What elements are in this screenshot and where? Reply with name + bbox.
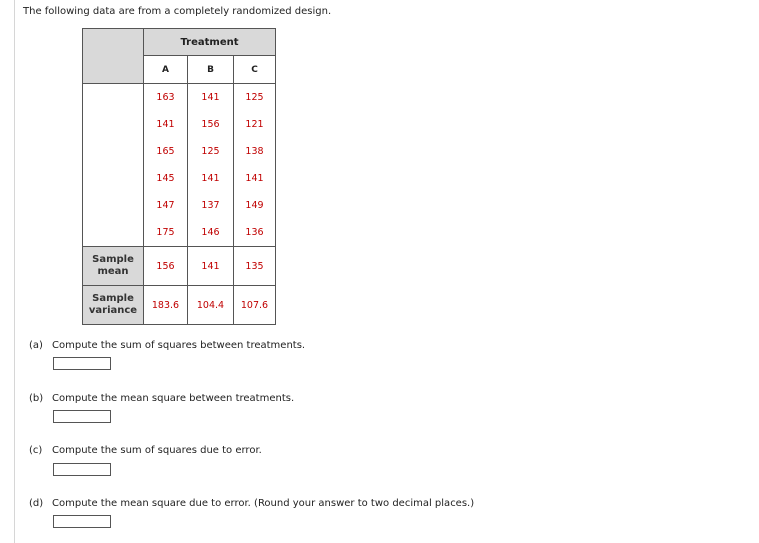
question-c-text: Compute the sum of squares due to error. — [52, 445, 262, 456]
question-a-text: Compute the sum of squares between treatments. — [52, 340, 306, 351]
cell-value: 136 — [234, 219, 276, 247]
column-header-c: C — [234, 56, 276, 84]
observations-label-cell — [83, 84, 144, 247]
sample-variance-label — [83, 286, 144, 325]
cell-value: 156 — [188, 111, 234, 138]
cell-value: 125 — [188, 138, 234, 165]
sample-mean-row — [83, 247, 276, 286]
sample-variance-row — [83, 286, 276, 325]
cell-value: 141 — [188, 84, 234, 112]
cell-value: 149 — [234, 192, 276, 219]
sample-mean-label-line2: mean — [97, 266, 129, 277]
question-c — [29, 445, 262, 456]
cell-value: 141 — [188, 165, 234, 192]
table-corner-cell — [83, 29, 144, 84]
sample-mean-label-line1: Sample — [92, 254, 134, 265]
cell-value: 125 — [234, 84, 276, 112]
sample-mean-b: 141 — [188, 247, 234, 286]
sample-variance-c: 107.6 — [234, 286, 276, 325]
cell-value: 146 — [188, 219, 234, 247]
cell-value: 145 — [144, 165, 188, 192]
cell-value: 147 — [144, 192, 188, 219]
cell-value: 175 — [144, 219, 188, 247]
sample-variance-a: 183.6 — [144, 286, 188, 325]
question-d-text: Compute the mean square due to error. (Round your answer to two decimal places.) — [52, 498, 475, 509]
question-b — [29, 393, 294, 404]
sample-variance-label-line1: Sample — [92, 293, 134, 304]
sample-mean-c: 135 — [234, 247, 276, 286]
table-row — [83, 84, 276, 112]
answer-input-b[interactable] — [53, 410, 111, 423]
cell-value: 137 — [188, 192, 234, 219]
sample-variance-label-line2: variance — [88, 305, 138, 316]
question-a-label: (a) — [29, 340, 43, 351]
question-d — [29, 498, 474, 509]
cell-value: 138 — [234, 138, 276, 165]
page-left-border — [14, 0, 15, 543]
cell-value: 163 — [144, 84, 188, 112]
column-header-a: A — [144, 56, 188, 84]
intro-text: The following data are from a completely randomized design. — [23, 6, 332, 17]
sample-variance-b: 104.4 — [188, 286, 234, 325]
question-d-label: (d) — [29, 498, 44, 509]
column-header-b: B — [188, 56, 234, 84]
cell-value: 141 — [144, 111, 188, 138]
cell-value: 141 — [234, 165, 276, 192]
sample-mean-a: 156 — [144, 247, 188, 286]
treatment-header: Treatment — [144, 29, 276, 56]
question-b-text: Compute the mean square between treatments. — [52, 393, 295, 404]
answer-input-a[interactable] — [53, 357, 111, 370]
answer-input-c[interactable] — [53, 463, 111, 476]
question-c-label: (c) — [29, 445, 43, 456]
answer-input-d[interactable] — [53, 515, 111, 528]
cell-value: 121 — [234, 111, 276, 138]
question-b-label: (b) — [29, 393, 44, 404]
question-a — [29, 340, 305, 351]
cell-value: 165 — [144, 138, 188, 165]
data-table — [82, 28, 276, 325]
sample-mean-label — [83, 247, 144, 286]
